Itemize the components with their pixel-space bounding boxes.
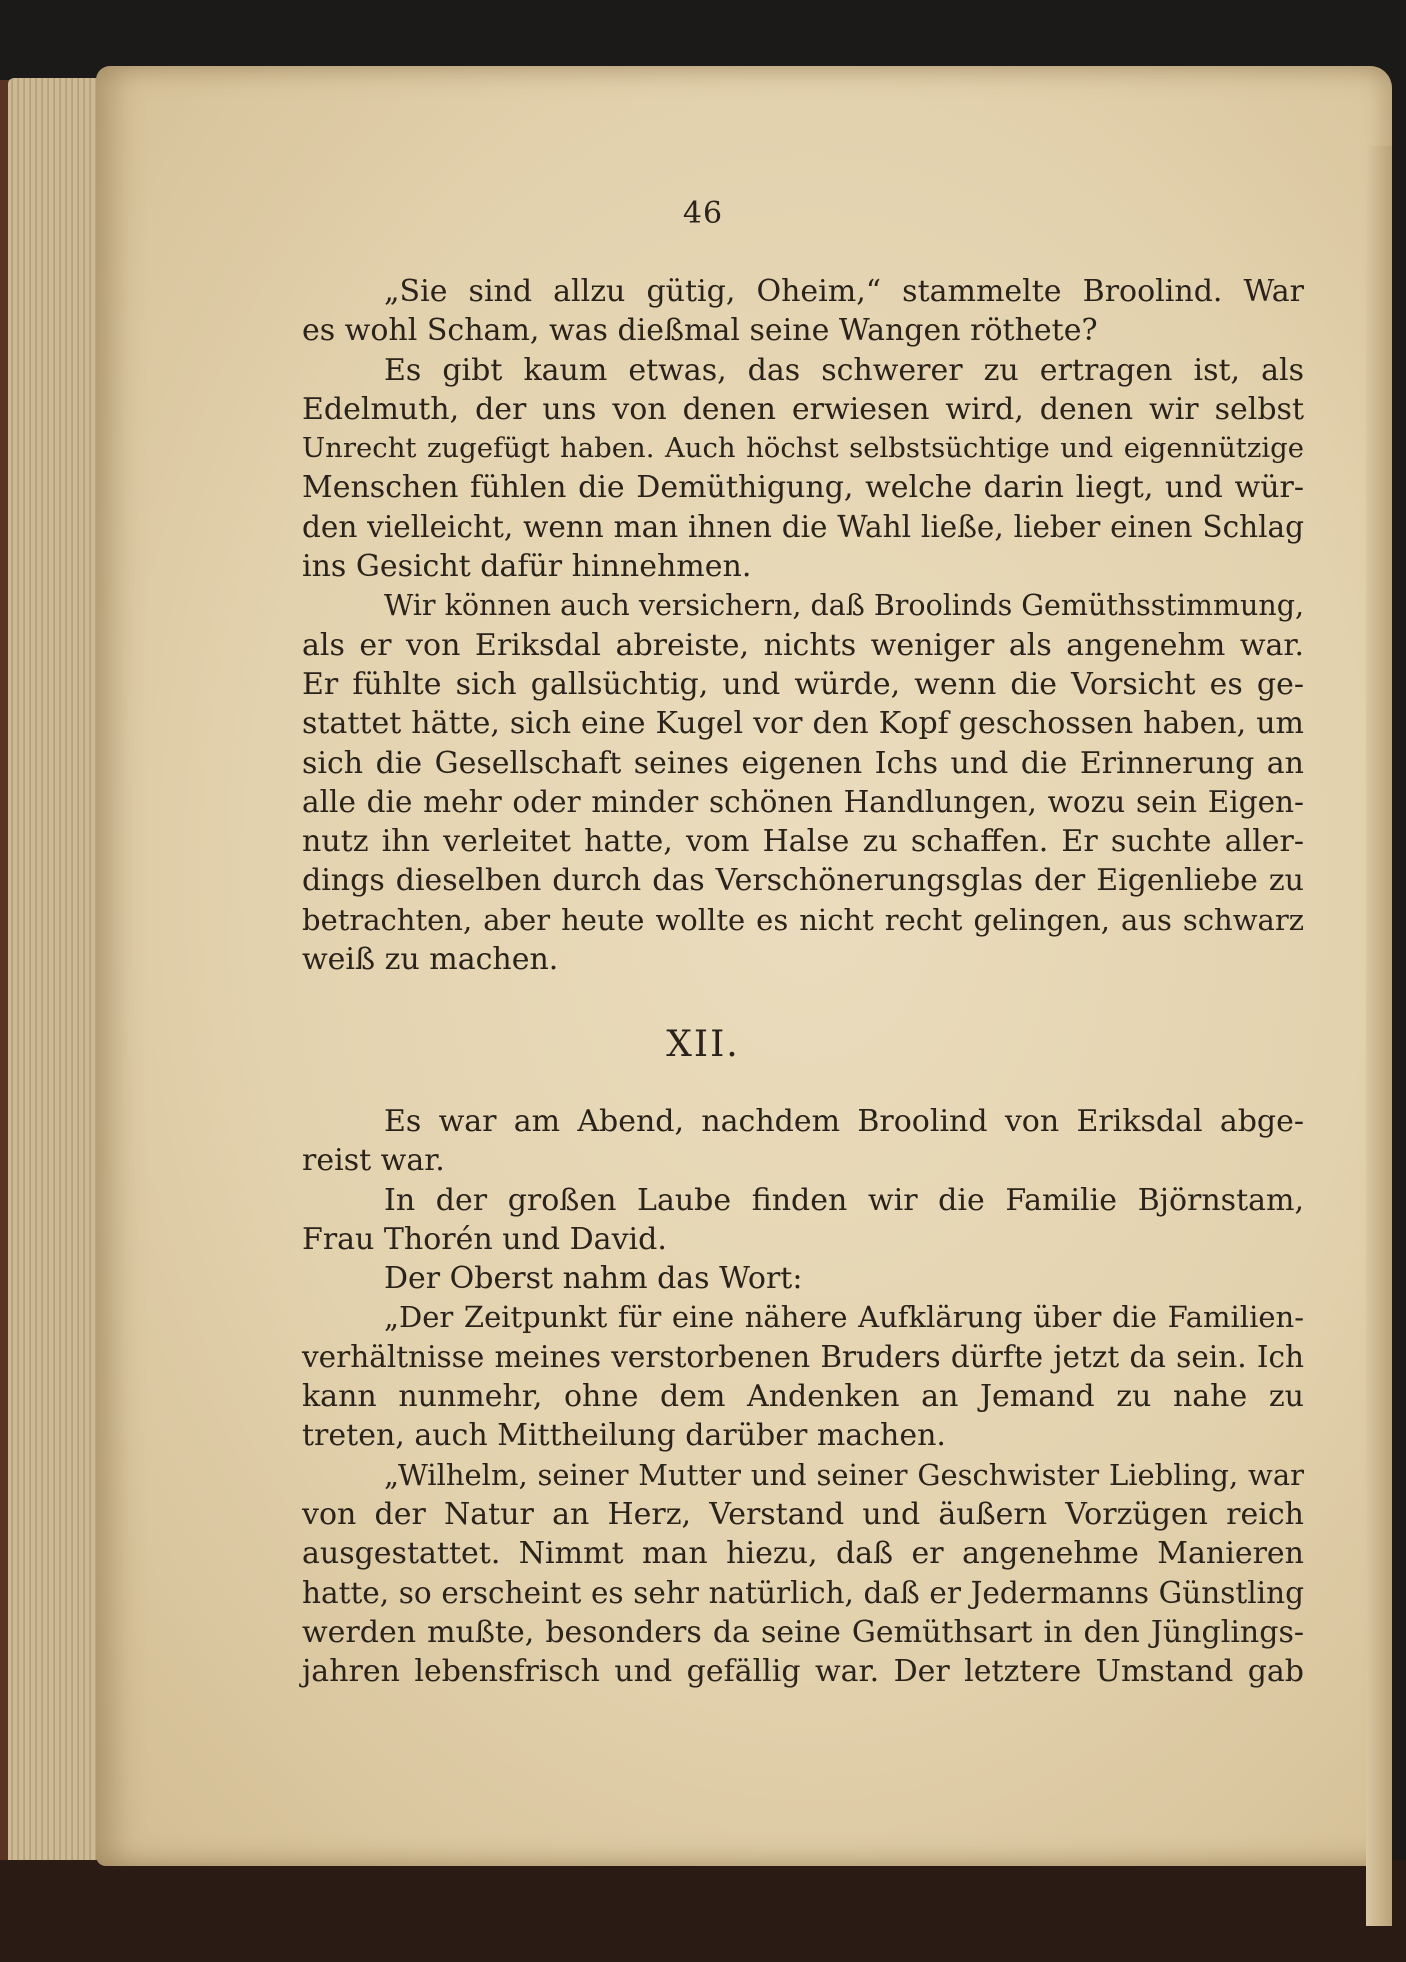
text-line: „Sie sind allzu gütig, Oheim,“ stammelte Broolind. War	[384, 274, 1304, 309]
text-line: Es war am Abend, nachdem Broolind von Eriksdal abge-	[384, 1104, 1304, 1139]
text-line: Es gibt kaum etwas, das schwerer zu ertragen ist, als	[384, 352, 1304, 388]
text-line: alle die mehr oder minder schönen Handlungen, wozu sein Eigen-	[302, 784, 1304, 819]
body-text-section-1	[302, 272, 1304, 979]
text-line: treten, auch Mittheilung darüber machen.	[302, 1418, 946, 1454]
text-line: Edelmuth, der uns von denen erwiesen wird, denen wir selbst	[302, 391, 1304, 427]
chapter-heading: XII.	[666, 1024, 740, 1065]
text-line: Er fühlte sich gallsüchtig, und würde, wenn die Vorsicht es ge-	[302, 666, 1304, 702]
text-line: den vielleicht, wenn man ihnen die Wahl ließe, lieber einen Schlag	[302, 509, 1304, 544]
text-line: Wir können auch versichern, daß Broolinds Gemüthsstimmung,	[384, 589, 1304, 623]
text-line: verhältnisse meines verstorbenen Bruders dürfte jetzt da sein. Ich	[302, 1339, 1304, 1374]
text-line: hatte, so erscheint es sehr natürlich, daß er Jedermanns Günstling	[302, 1575, 1304, 1610]
text-line: Frau Thorén und David.	[302, 1221, 667, 1257]
text-line: von der Natur an Herz, Verstand und äußern Vorzügen reich	[302, 1496, 1304, 1532]
body-text-section-2	[302, 1102, 1304, 1691]
text-line: Unrecht zugefügt haben. Auch höchst selbstsüchtige und eigennützige	[302, 432, 1304, 465]
text-line: ins Gesicht dafür hinnehmen.	[302, 549, 752, 585]
text-line: „Wilhelm, seiner Mutter und seiner Geschwister Liebling, war	[384, 1457, 1304, 1492]
text-line: Menschen fühlen die Demüthigung, welche darin liegt, und wür-	[302, 470, 1304, 506]
page-number: 46	[682, 196, 724, 231]
text-line: es wohl Scham, was dießmal seine Wangen röthete?	[302, 313, 1098, 349]
text-line: sich die Gesellschaft seines eigenen Ichs und die Erinnerung an	[302, 745, 1304, 781]
text-line: als er von Eriksdal abreiste, nichts weniger als angenehm war.	[302, 627, 1304, 663]
text-line: betrachten, aber heute wollte es nicht recht gelingen, aus schwarz	[302, 902, 1304, 937]
text-line: weiß zu machen.	[302, 942, 559, 978]
text-line: nutz ihn verleitet hatte, vom Halse zu schaffen. Er suchte aller-	[302, 824, 1304, 860]
book-cover-bottom	[0, 1860, 1406, 1962]
text-line: ausgestattet. Nimmt man hiezu, daß er angenehme Manieren	[302, 1536, 1304, 1572]
text-line: reist war.	[302, 1143, 445, 1179]
text-line: werden mußte, besonders da seine Gemüthsart in den Jünglings-	[302, 1614, 1304, 1650]
text-line: In der großen Laube finden wir die Familie Björnstam,	[384, 1182, 1304, 1218]
text-line: dings dieselben durch das Verschönerungsglas der Eigenliebe zu	[302, 863, 1304, 899]
text-line: „Der Zeitpunkt für eine nähere Aufklärung über die Familien-	[384, 1300, 1304, 1335]
text-line: Der Oberst nahm das Wort:	[384, 1261, 803, 1297]
text-line: kann nunmehr, ohne dem Andenken an Jemand zu nahe zu	[302, 1379, 1304, 1415]
text-line: stattet hätte, sich eine Kugel vor den Kopf geschossen haben, um	[302, 706, 1304, 742]
text-line: jahren lebensfrisch und gefällig war. Der letztere Umstand gab	[302, 1654, 1304, 1690]
